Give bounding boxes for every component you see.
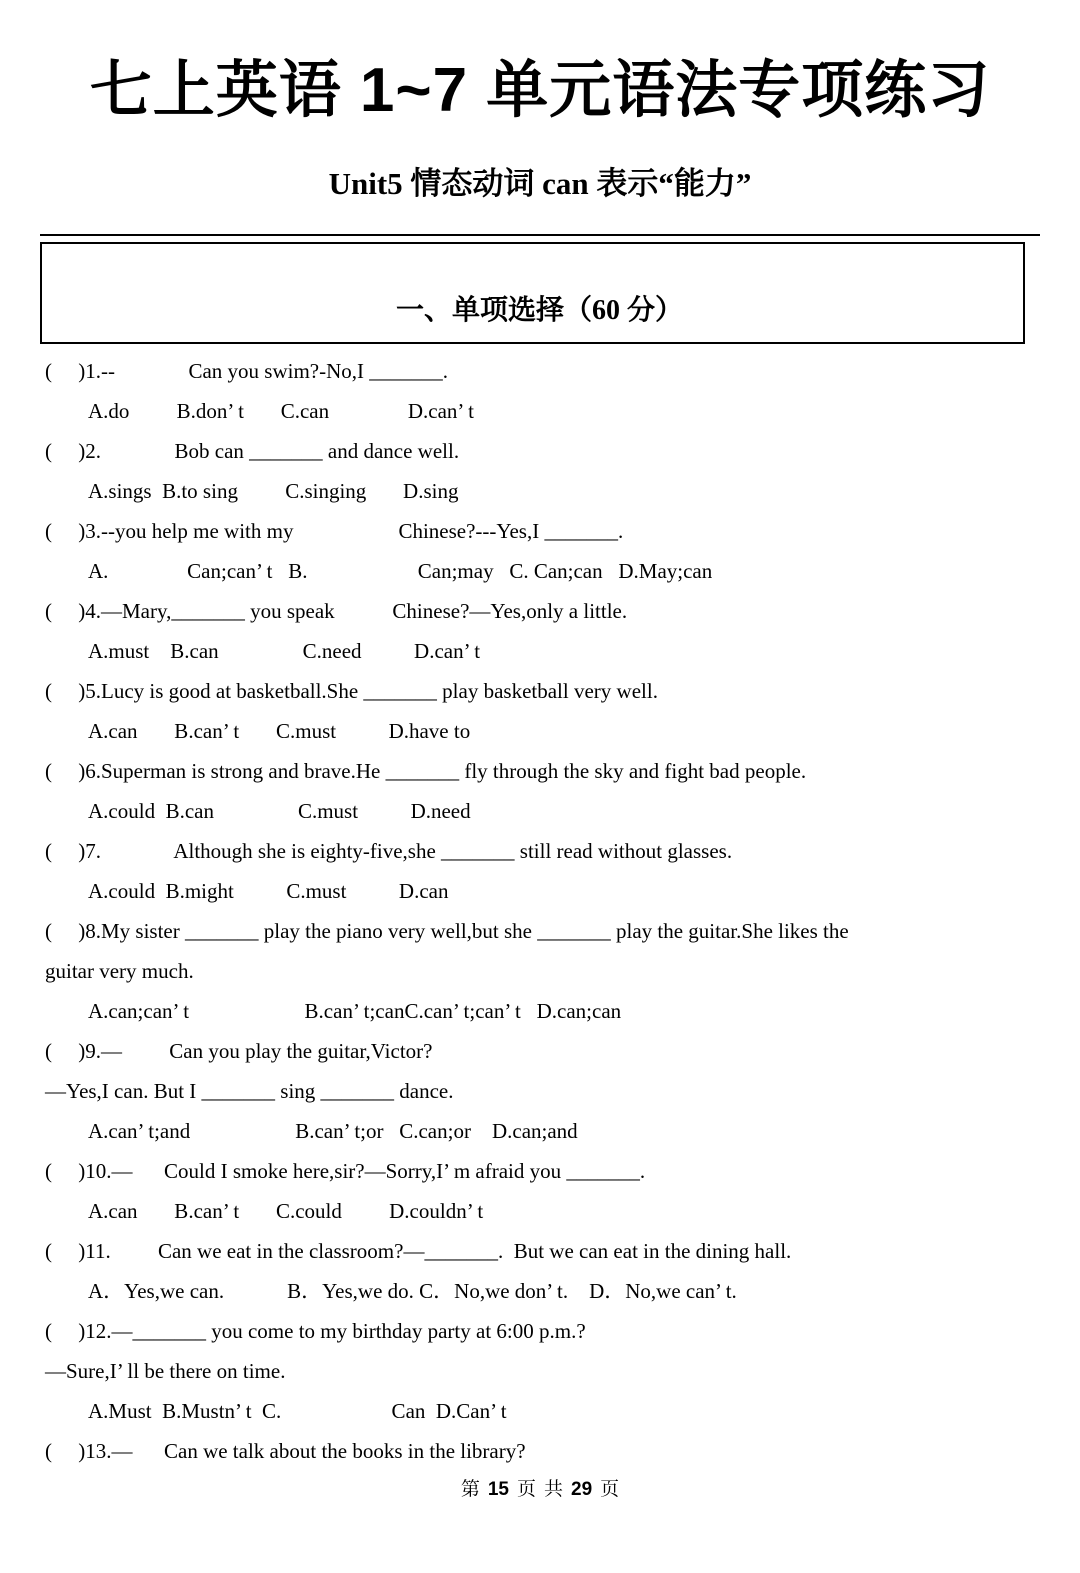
question-line: ( )8.My sister _______ play the piano very well,but she _______ play the guitar.She likes the	[45, 919, 849, 943]
question-line: ( )4.—Mary,_______ you speak Chinese?—Yes,only a little.	[45, 599, 628, 623]
question-line: ( )2. Bob can _______ and dance well.	[45, 439, 460, 463]
horizontal-rule	[40, 234, 1040, 236]
continuation-line: —Yes,I can. But I _______ sing _______ dance.	[45, 1079, 454, 1103]
page-title: 七上英语 1~7 单元语法专项练习	[89, 56, 991, 125]
exercise-body	[0, 351, 1080, 1471]
options-line: A.can B.can’ t C.must D.have to	[88, 719, 471, 743]
options-line: A.Must B.Mustn’ t C. Can D.Can’ t	[88, 1399, 507, 1423]
options-line: A.do B.don’ t C.can D.can’ t	[88, 399, 474, 423]
options-line: A．Yes,we can. B．Yes,we do. C．No,we don’ t. D．No,we can’ t.	[88, 1279, 737, 1303]
continuation-line: guitar very much.	[45, 959, 194, 983]
footer-label: 共	[544, 1479, 564, 1500]
question-line: ( )3.--you help me with my Chinese?---Yes,I _______.	[45, 519, 624, 543]
question-line: ( )5.Lucy is good at basketball.She _______ play basketball very well.	[45, 679, 658, 703]
question-line: ( )13.— Can we talk about the books in the library?	[45, 1439, 526, 1463]
options-line: A.can;can’ t B.can’ t;canC.can’ t;can’ t D.can;can	[88, 999, 622, 1023]
question-line: ( )10.— Could I smoke here,sir?—Sorry,I’ m afraid you _______.	[45, 1159, 646, 1183]
options-line: A.could B.might C.must D.can	[88, 879, 449, 903]
question-line: ( )12.—_______ you come to my birthday party at 6:00 p.m.?	[45, 1319, 586, 1343]
question-line: ( )9.— Can you play the guitar,Victor?	[45, 1039, 433, 1063]
footer-label: 第	[460, 1479, 480, 1500]
page-footer	[0, 1477, 1080, 1503]
current-page-number: 15	[487, 1479, 509, 1500]
footer-label: 页	[516, 1479, 536, 1500]
question-line: ( )11. Can we eat in the classroom?—_______. But we can eat in the dining hall.	[45, 1239, 792, 1263]
question-line: ( )1.-- Can you swim?-No,I _______.	[45, 359, 449, 383]
options-line: A.sings B.to sing C.singing D.sing	[88, 479, 459, 503]
options-line: A. Can;can’ t B. Can;may C. Can;can D.May;can	[88, 559, 713, 583]
options-line: A.could B.can C.must D.need	[88, 799, 471, 823]
unit-subtitle: Unit5 情态动词 can 表示“能力”	[328, 166, 752, 201]
footer-label: 页	[600, 1479, 620, 1500]
section-heading: 一、单项选择（60 分）	[395, 295, 683, 326]
question-line: ( )6.Superman is strong and brave.He _______ fly through the sky and fight bad people.	[45, 759, 807, 783]
options-line: A.can B.can’ t C.could D.couldn’ t	[88, 1199, 484, 1223]
section-heading-box	[40, 242, 1025, 344]
total-page-number: 29	[571, 1479, 593, 1500]
question-line: ( )7. Although she is eighty-five,she _______ still read without glasses.	[45, 839, 733, 863]
continuation-line: —Sure,I’ ll be there on time.	[45, 1359, 286, 1383]
options-line: A.can’ t;and B.can’ t;or C.can;or D.can;and	[88, 1119, 578, 1143]
worksheet-page	[0, 46, 1080, 1573]
options-line: A.must B.can C.need D.can’ t	[88, 639, 481, 663]
